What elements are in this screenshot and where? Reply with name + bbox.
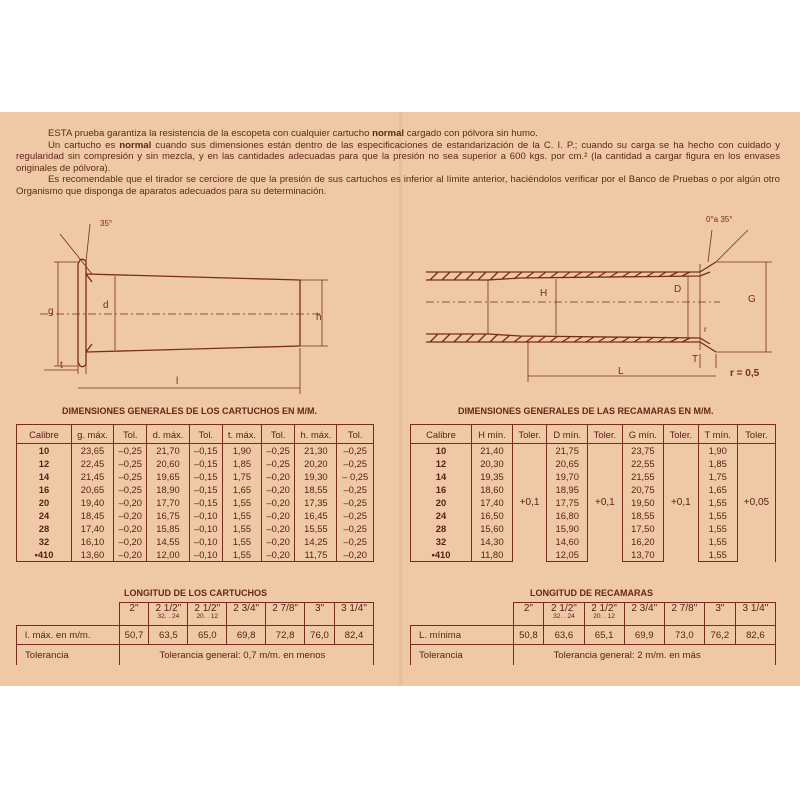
tolerance-text: Tolerancia general: 2 m/m. en más xyxy=(513,645,776,666)
length-col-header: 2 7/8" xyxy=(664,603,704,626)
value-cell: 13,60 xyxy=(72,548,114,562)
calibre-cell: 10 xyxy=(411,444,472,458)
length-col-header: 2" xyxy=(119,603,149,626)
length-col-header: 2 3/4" xyxy=(624,603,664,626)
value-cell: 1,90 xyxy=(698,444,737,458)
value-cell: –0,15 xyxy=(189,483,222,496)
value-cell: 16,75 xyxy=(147,509,189,522)
length-value: 69,9 xyxy=(624,626,664,645)
value-cell: 19,70 xyxy=(547,470,588,483)
value-cell: 1,55 xyxy=(698,548,737,562)
length-value: 50,7 xyxy=(119,626,149,645)
cartuchos-header-row: Calibre g. máx. Tol. d. máx. Tol. t. máx. Tol. h. máx. Tol. xyxy=(17,425,374,444)
cartuchos-row xyxy=(17,509,374,522)
label-G: G xyxy=(748,294,756,305)
tolerance-cell: +0,1 xyxy=(664,444,698,562)
value-cell: 17,40 xyxy=(472,496,513,509)
calibre-cell: 20 xyxy=(411,496,472,509)
value-cell: –0,20 xyxy=(261,535,294,548)
length-value: 82,4 xyxy=(334,626,373,645)
value-cell: 12,00 xyxy=(147,548,189,562)
value-cell: 21,70 xyxy=(147,444,189,458)
length-value: 63,6 xyxy=(544,626,584,645)
value-cell: 18,55 xyxy=(295,483,337,496)
blank-cell xyxy=(17,603,120,626)
value-cell: –0,15 xyxy=(189,457,222,470)
value-cell: 11,80 xyxy=(472,548,513,562)
calibre-cell: 28 xyxy=(17,522,72,535)
cartuchos-table xyxy=(16,424,374,562)
value-cell: 20,60 xyxy=(147,457,189,470)
value-cell: 20,20 xyxy=(295,457,337,470)
technical-drawings xyxy=(0,112,800,412)
value-cell: 19,35 xyxy=(472,470,513,483)
label-T: T xyxy=(692,354,699,365)
value-cell: 19,50 xyxy=(622,496,664,509)
length-col-header: 3" xyxy=(305,603,335,626)
value-cell: –0,20 xyxy=(261,548,294,562)
value-cell: 19,40 xyxy=(72,496,114,509)
length-col-header: 2 1/2" 20. . 12 xyxy=(584,603,624,626)
tolerance-cell: +0,05 xyxy=(737,444,775,562)
label-r-note: r = 0,5 xyxy=(730,368,760,379)
value-cell: 1,55 xyxy=(698,535,737,548)
length-col-header: 3 1/4" xyxy=(735,603,775,626)
value-cell: –0,20 xyxy=(114,535,147,548)
length-value: 73,0 xyxy=(664,626,704,645)
cartuchos-row xyxy=(17,483,374,496)
calibre-cell: 24 xyxy=(17,509,72,522)
length-value: 76,0 xyxy=(305,626,335,645)
tolerance-cell: +0,1 xyxy=(512,444,546,562)
value-cell: –0,25 xyxy=(337,522,374,535)
value-cell: –0,15 xyxy=(189,444,222,458)
length-col-header: 2 1/2" 32. . 24 xyxy=(544,603,584,626)
calibre-cell: •410 xyxy=(17,548,72,562)
length-col-header: 2 7/8" xyxy=(266,603,305,626)
value-cell: 20,30 xyxy=(472,457,513,470)
label-angle-right: 0°a 35° xyxy=(706,215,733,224)
value-cell: 16,45 xyxy=(295,509,337,522)
value-cell: 1,55 xyxy=(222,509,261,522)
value-cell: 1,55 xyxy=(698,496,737,509)
value-cell: 13,70 xyxy=(622,548,664,562)
value-cell: 1,65 xyxy=(698,483,737,496)
length-value: 82,6 xyxy=(735,626,775,645)
value-cell: –0,25 xyxy=(261,444,294,458)
intro-paragraph-3: Es recomendable que el tirador se cerciore de que la presión de sus cartuchos es inferior al límite anterior, haciéndolos verificar por el Banco de Pruebas o por algún otro Organismo que disponga de aparatos adecuados para su determinación. xyxy=(16,174,780,197)
recamaras-row xyxy=(411,444,776,458)
value-cell: 21,75 xyxy=(547,444,588,458)
label-l: l xyxy=(176,376,179,387)
long-recamaras-table xyxy=(410,602,776,665)
value-cell: 17,35 xyxy=(295,496,337,509)
value-cell: –0,25 xyxy=(114,457,147,470)
value-cell: 20,65 xyxy=(72,483,114,496)
length-col-header: 2" xyxy=(513,603,544,626)
calibre-cell: 10 xyxy=(17,444,72,458)
length-tolerance-row xyxy=(17,645,374,666)
calibre-cell: 20 xyxy=(17,496,72,509)
value-cell: –0,25 xyxy=(337,444,374,458)
value-cell: 18,95 xyxy=(547,483,588,496)
value-cell: –0,20 xyxy=(261,522,294,535)
value-cell: –0,25 xyxy=(114,470,147,483)
value-cell: 18,90 xyxy=(147,483,189,496)
value-cell: 16,20 xyxy=(622,535,664,548)
value-cell: –0,20 xyxy=(114,548,147,562)
value-cell: 15,60 xyxy=(472,522,513,535)
value-cell: – 0,25 xyxy=(337,470,374,483)
value-cell: –0,10 xyxy=(189,522,222,535)
label-h: h xyxy=(316,312,322,323)
value-cell: 1,55 xyxy=(222,496,261,509)
length-value-row xyxy=(411,626,776,645)
value-cell: –0,20 xyxy=(337,548,374,562)
value-cell: 15,85 xyxy=(147,522,189,535)
value-cell: –0,20 xyxy=(114,509,147,522)
label-d: d xyxy=(103,300,109,311)
long-cartuchos-table xyxy=(16,602,374,665)
length-value: 69,8 xyxy=(227,626,266,645)
calibre-cell: 28 xyxy=(411,522,472,535)
cartuchos-row xyxy=(17,444,374,458)
value-cell: 23,65 xyxy=(72,444,114,458)
value-cell: –0,25 xyxy=(114,483,147,496)
value-cell: 17,75 xyxy=(547,496,588,509)
value-cell: 12,05 xyxy=(547,548,588,562)
cartuchos-row xyxy=(17,548,374,562)
value-cell: –0,20 xyxy=(114,522,147,535)
length-col-header: 2 1/2" 32. . 24 xyxy=(149,603,188,626)
tolerance-label: Tolerancia xyxy=(411,645,514,666)
value-cell: 1,55 xyxy=(698,509,737,522)
label-r: r xyxy=(704,325,707,334)
length-value-row xyxy=(17,626,374,645)
value-cell: 11,75 xyxy=(295,548,337,562)
cartuchos-row xyxy=(17,522,374,535)
long-recamaras-title: LONGITUD DE RECAMARAS xyxy=(530,588,653,598)
label-angle-left: 35° xyxy=(100,219,113,228)
cartuchos-row xyxy=(17,470,374,483)
calibre-cell: 24 xyxy=(411,509,472,522)
cartuchos-row xyxy=(17,535,374,548)
value-cell: 18,55 xyxy=(622,509,664,522)
tolerance-text: Tolerancia general: 0,7 m/m. en menos xyxy=(119,645,374,666)
recamaras-title: DIMENSIONES GENERALES DE LAS RECAMARAS EN M/M. xyxy=(458,406,714,416)
calibre-cell: 14 xyxy=(17,470,72,483)
value-cell: 16,50 xyxy=(472,509,513,522)
blank-cell xyxy=(411,603,514,626)
value-cell: 1,55 xyxy=(222,522,261,535)
value-cell: 1,55 xyxy=(222,548,261,562)
length-col-header: 3" xyxy=(704,603,735,626)
value-cell: –0,25 xyxy=(337,496,374,509)
value-cell: –0,10 xyxy=(189,548,222,562)
intro-paragraph-1: ESTA prueba garantiza la resistencia de la escopeta con cualquier cartucho normal cargado con pólvora sin humo. xyxy=(48,128,538,139)
value-cell: 19,30 xyxy=(295,470,337,483)
label-L: L xyxy=(618,366,624,377)
length-col-header: 3 1/4" xyxy=(334,603,373,626)
value-cell: –0,25 xyxy=(337,509,374,522)
value-cell: 21,45 xyxy=(72,470,114,483)
length-value: 63,5 xyxy=(149,626,188,645)
value-cell: 20,65 xyxy=(547,457,588,470)
value-cell: 23,75 xyxy=(622,444,664,458)
value-cell: 1,55 xyxy=(698,522,737,535)
value-cell: 14,60 xyxy=(547,535,588,548)
value-cell: –0,25 xyxy=(337,535,374,548)
calibre-cell: 32 xyxy=(17,535,72,548)
value-cell: 17,50 xyxy=(622,522,664,535)
length-tolerance-row xyxy=(411,645,776,666)
value-cell: 19,65 xyxy=(147,470,189,483)
tolerance-cell: +0,1 xyxy=(588,444,622,562)
value-cell: 22,55 xyxy=(622,457,664,470)
document-sheet xyxy=(0,112,800,686)
label-g: g xyxy=(48,306,54,317)
tolerance-label: Tolerancia xyxy=(17,645,120,666)
value-cell: –0,15 xyxy=(189,470,222,483)
value-cell: 21,30 xyxy=(295,444,337,458)
calibre-cell: 16 xyxy=(411,483,472,496)
value-cell: 14,25 xyxy=(295,535,337,548)
value-cell: 14,55 xyxy=(147,535,189,548)
long-cartuchos-title: LONGITUD DE LOS CARTUCHOS xyxy=(124,588,267,598)
value-cell: –0,20 xyxy=(261,470,294,483)
cartridge-drawing xyxy=(40,219,328,394)
value-cell: 16,80 xyxy=(547,509,588,522)
value-cell: –0,20 xyxy=(114,496,147,509)
value-cell: –0,10 xyxy=(189,535,222,548)
calibre-cell: 32 xyxy=(411,535,472,548)
value-cell: 21,40 xyxy=(472,444,513,458)
calibre-cell: •410 xyxy=(411,548,472,562)
value-cell: 15,55 xyxy=(295,522,337,535)
value-cell: 17,70 xyxy=(147,496,189,509)
value-cell: 1,75 xyxy=(698,470,737,483)
value-cell: 14,30 xyxy=(472,535,513,548)
value-cell: 1,90 xyxy=(222,444,261,458)
recamaras-header-row: Calibre H mín. Toler. D mín. Toler. G mín. Toler. T mín. Toler. xyxy=(411,425,776,444)
cartuchos-row xyxy=(17,457,374,470)
calibre-cell: 12 xyxy=(17,457,72,470)
chamber-drawing xyxy=(426,215,772,382)
cartuchos-row xyxy=(17,496,374,509)
value-cell: –0,25 xyxy=(114,444,147,458)
calibre-cell: 16 xyxy=(17,483,72,496)
value-cell: –0,10 xyxy=(189,509,222,522)
value-cell: 1,85 xyxy=(698,457,737,470)
value-cell: –0,25 xyxy=(261,457,294,470)
value-cell: 21,55 xyxy=(622,470,664,483)
value-cell: 1,55 xyxy=(222,535,261,548)
length-value: 72,8 xyxy=(266,626,305,645)
value-cell: –0,15 xyxy=(189,496,222,509)
value-cell: 15,90 xyxy=(547,522,588,535)
length-header-row xyxy=(411,603,776,626)
value-cell: 1,65 xyxy=(222,483,261,496)
calibre-cell: 14 xyxy=(411,470,472,483)
length-value: 76,2 xyxy=(704,626,735,645)
value-cell: –0,25 xyxy=(337,457,374,470)
length-value: 50,8 xyxy=(513,626,544,645)
value-cell: 17,40 xyxy=(72,522,114,535)
length-col-header: 2 3/4" xyxy=(227,603,266,626)
value-cell: –0,20 xyxy=(261,509,294,522)
calibre-cell: 12 xyxy=(411,457,472,470)
label-D: D xyxy=(674,284,682,295)
cartuchos-title: DIMENSIONES GENERALES DE LOS CARTUCHOS EN M/M. xyxy=(62,406,318,416)
value-cell: –0,20 xyxy=(261,496,294,509)
value-cell: 1,75 xyxy=(222,470,261,483)
value-cell: 18,45 xyxy=(72,509,114,522)
length-value: 65,0 xyxy=(188,626,227,645)
recamaras-table xyxy=(410,424,776,562)
label-t: t xyxy=(60,360,63,371)
label-H: H xyxy=(540,288,548,299)
length-row-label: L. mínima xyxy=(411,626,514,645)
length-row-label: l. máx. en m/m. xyxy=(17,626,120,645)
value-cell: 22,45 xyxy=(72,457,114,470)
value-cell: –0,25 xyxy=(337,483,374,496)
value-cell: 16,10 xyxy=(72,535,114,548)
length-value: 65,1 xyxy=(584,626,624,645)
length-header-row xyxy=(17,603,374,626)
value-cell: –0,20 xyxy=(261,483,294,496)
value-cell: 18,60 xyxy=(472,483,513,496)
value-cell: 1,85 xyxy=(222,457,261,470)
length-col-header: 2 1/2" 20. . 12 xyxy=(188,603,227,626)
value-cell: 20,75 xyxy=(622,483,664,496)
intro-paragraph-2: Un cartucho es normal cuando sus dimensiones están dentro de las especificaciones de estandarización de la C. I. P.; cuando su carga se ha hecho con cuidado y regularidad sin compresión y sin mezcla, y en las cantidades adecuadas para que la presión no sea superior a 600 kgs. por cm.² (la cantidad a cargar figura en los envases originales de pólvora). xyxy=(16,139,780,174)
